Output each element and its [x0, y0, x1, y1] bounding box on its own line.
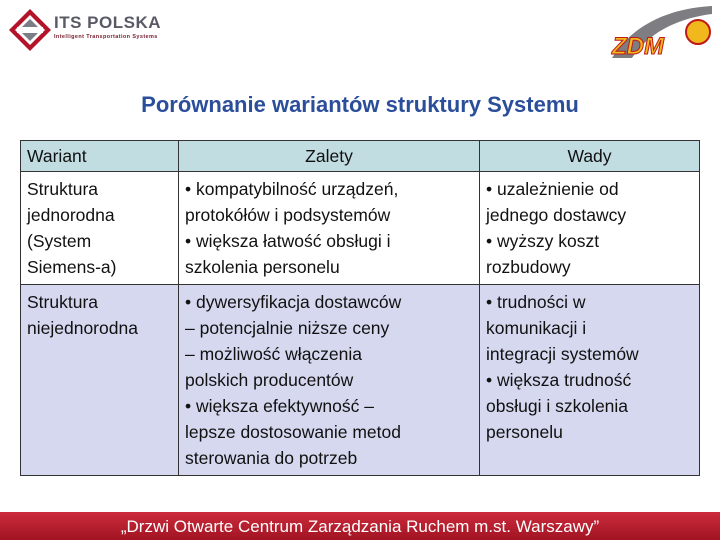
slide-title: Porównanie wariantów struktury Systemu — [141, 92, 579, 117]
table-row — [21, 285, 700, 476]
table-header-row — [21, 141, 700, 172]
cell-line: • większa efektywność – — [185, 396, 374, 416]
zdm-logo — [604, 4, 714, 60]
cell-line: szkolenia personelu — [185, 257, 340, 277]
cell-line: komunikacji i — [486, 318, 587, 338]
footer-text: „Drzwi Otwarte Centrum Zarządzania Ruchem m.st. Warszawy” — [120, 517, 600, 536]
cell-line: protokółów i podsystemów — [185, 205, 391, 225]
cell-line: jednorodna — [27, 205, 115, 225]
its-polska-logo — [6, 6, 162, 54]
cell-line: polskich producentów — [185, 370, 354, 390]
its-logo-emblem-icon — [8, 8, 52, 52]
cell-line: • wyższy koszt — [486, 231, 600, 251]
cell-line: (System — [27, 231, 92, 251]
its-logo-title: ITS POLSKA — [54, 13, 162, 32]
cell-line: • trudności w — [486, 292, 586, 312]
header-zalety: Zalety — [179, 141, 480, 172]
cell-wady — [480, 285, 700, 476]
cell-line: Struktura — [27, 292, 98, 312]
cell-zalety — [179, 285, 480, 476]
cell-line: sterowania do potrzeb — [185, 448, 358, 468]
table-row — [21, 172, 700, 285]
comparison-table — [20, 140, 700, 476]
cell-line: niejednorodna — [27, 318, 138, 338]
cell-line: – potencjalnie niższe ceny — [185, 318, 390, 338]
zdm-wheel-icon — [686, 20, 710, 44]
cell-line: – możliwość włączenia — [185, 344, 363, 364]
cell-line: rozbudowy — [486, 257, 571, 277]
cell-line: integracji systemów — [486, 344, 639, 364]
cell-line: • większa trudność — [486, 370, 632, 390]
cell-line: personelu — [486, 422, 563, 442]
cell-line: lepsze dostosowanie metod — [185, 422, 401, 442]
cell-line: • dywersyfikacja dostawców — [185, 292, 402, 312]
cell-line: Siemens-a) — [27, 257, 117, 277]
cell-wariant — [21, 285, 179, 476]
zdm-logo-text: ZDM — [612, 33, 664, 60]
cell-wariant — [21, 172, 179, 285]
cell-wady — [480, 172, 700, 285]
cell-line: • uzależnienie od — [486, 179, 619, 199]
header-wady: Wady — [480, 141, 700, 172]
its-logo-subtitle: Intelligent Transportation Systems — [54, 34, 158, 40]
cell-line: • większa łatwość obsługi i — [185, 231, 391, 251]
cell-zalety — [179, 172, 480, 285]
cell-line: obsługi i szkolenia — [486, 396, 629, 416]
cell-line: • kompatybilność urządzeń, — [185, 179, 399, 199]
cell-line: jednego dostawcy — [486, 205, 627, 225]
header-wariant: Wariant — [21, 141, 179, 172]
cell-line: Struktura — [27, 179, 98, 199]
